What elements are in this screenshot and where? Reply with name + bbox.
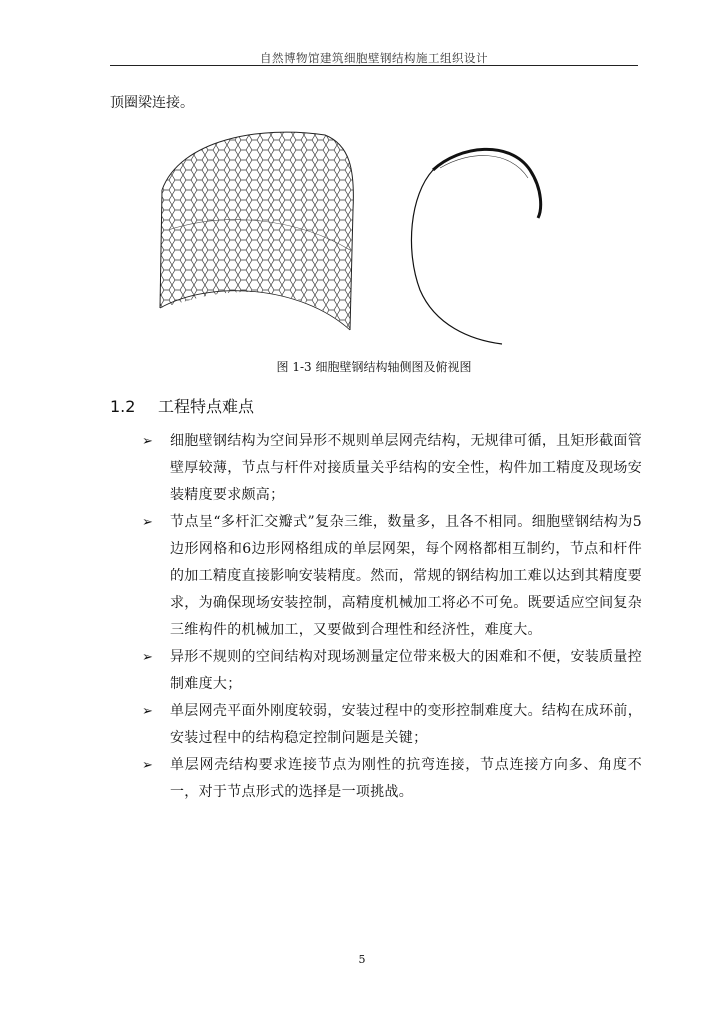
figure-drawings bbox=[150, 130, 570, 352]
list-item-text: 异形不规则的空间结构对现场测量定位带来极大的困难和不便，安装质量控制难度大； bbox=[170, 649, 642, 692]
list-item bbox=[142, 752, 642, 806]
list-item bbox=[142, 698, 642, 752]
list-item bbox=[142, 644, 642, 698]
list-item-text: 细胞壁钢结构为空间异形不规则单层网壳结构，无规律可循，且矩形截面管壁厚较薄，节点与杆件对接质量关乎结构的安全性，构件加工精度及现场安装精度要求颇高； bbox=[170, 433, 642, 503]
section-title: 工程特点难点 bbox=[158, 397, 255, 416]
list-item-text: 单层网壳结构要求连接节点为刚性的抗弯连接，节点连接方向多、角度不一，对于节点形式的选择是一项挑战。 bbox=[170, 757, 642, 800]
page-number: 5 bbox=[358, 953, 366, 966]
list-item bbox=[142, 509, 642, 644]
axonometric-lattice-shell-image bbox=[150, 130, 365, 352]
list-item bbox=[142, 428, 642, 509]
section-number: 1.2 bbox=[110, 397, 136, 416]
section-heading bbox=[110, 394, 254, 417]
top-view-curved-shell-image bbox=[411, 149, 540, 344]
figure-caption: 图 1-3 细胞壁钢结构轴侧图及俯视图 bbox=[276, 360, 472, 374]
difficulty-list bbox=[142, 428, 642, 806]
arrow-bullet-icon: ➢ bbox=[142, 704, 154, 719]
arrow-bullet-icon: ➢ bbox=[142, 515, 154, 530]
page-header: 自然博物馆建筑细胞壁钢结构施工组织设计 bbox=[260, 51, 488, 65]
intro-text: 顶圈梁连接。 bbox=[110, 95, 194, 111]
figure-1-3 bbox=[150, 130, 570, 352]
arrow-bullet-icon: ➢ bbox=[142, 758, 154, 773]
list-item-text: 节点呈“多杆汇交瓣式”复杂三维，数量多，且各不相同。细胞壁钢结构为5边形网格和6边形网格组成的单层网架，每个网格都相互制约，节点和杆件的加工精度直接影响安装精度。然而，常规的钢结构加工难以达到其精度要求，为确保现场安装控制，高精度机械加工将必不可免。既要适应空间复杂三维构件的机械加工，又要做到合理性和经济性，难度大。 bbox=[170, 514, 642, 638]
header-divider bbox=[110, 65, 638, 66]
arrow-bullet-icon: ➢ bbox=[142, 650, 154, 665]
arrow-bullet-icon: ➢ bbox=[142, 434, 154, 449]
list-item-text: 单层网壳平面外刚度较弱，安装过程中的变形控制难度大。结构在成环前，安装过程中的结构稳定控制问题是关键； bbox=[170, 703, 642, 746]
